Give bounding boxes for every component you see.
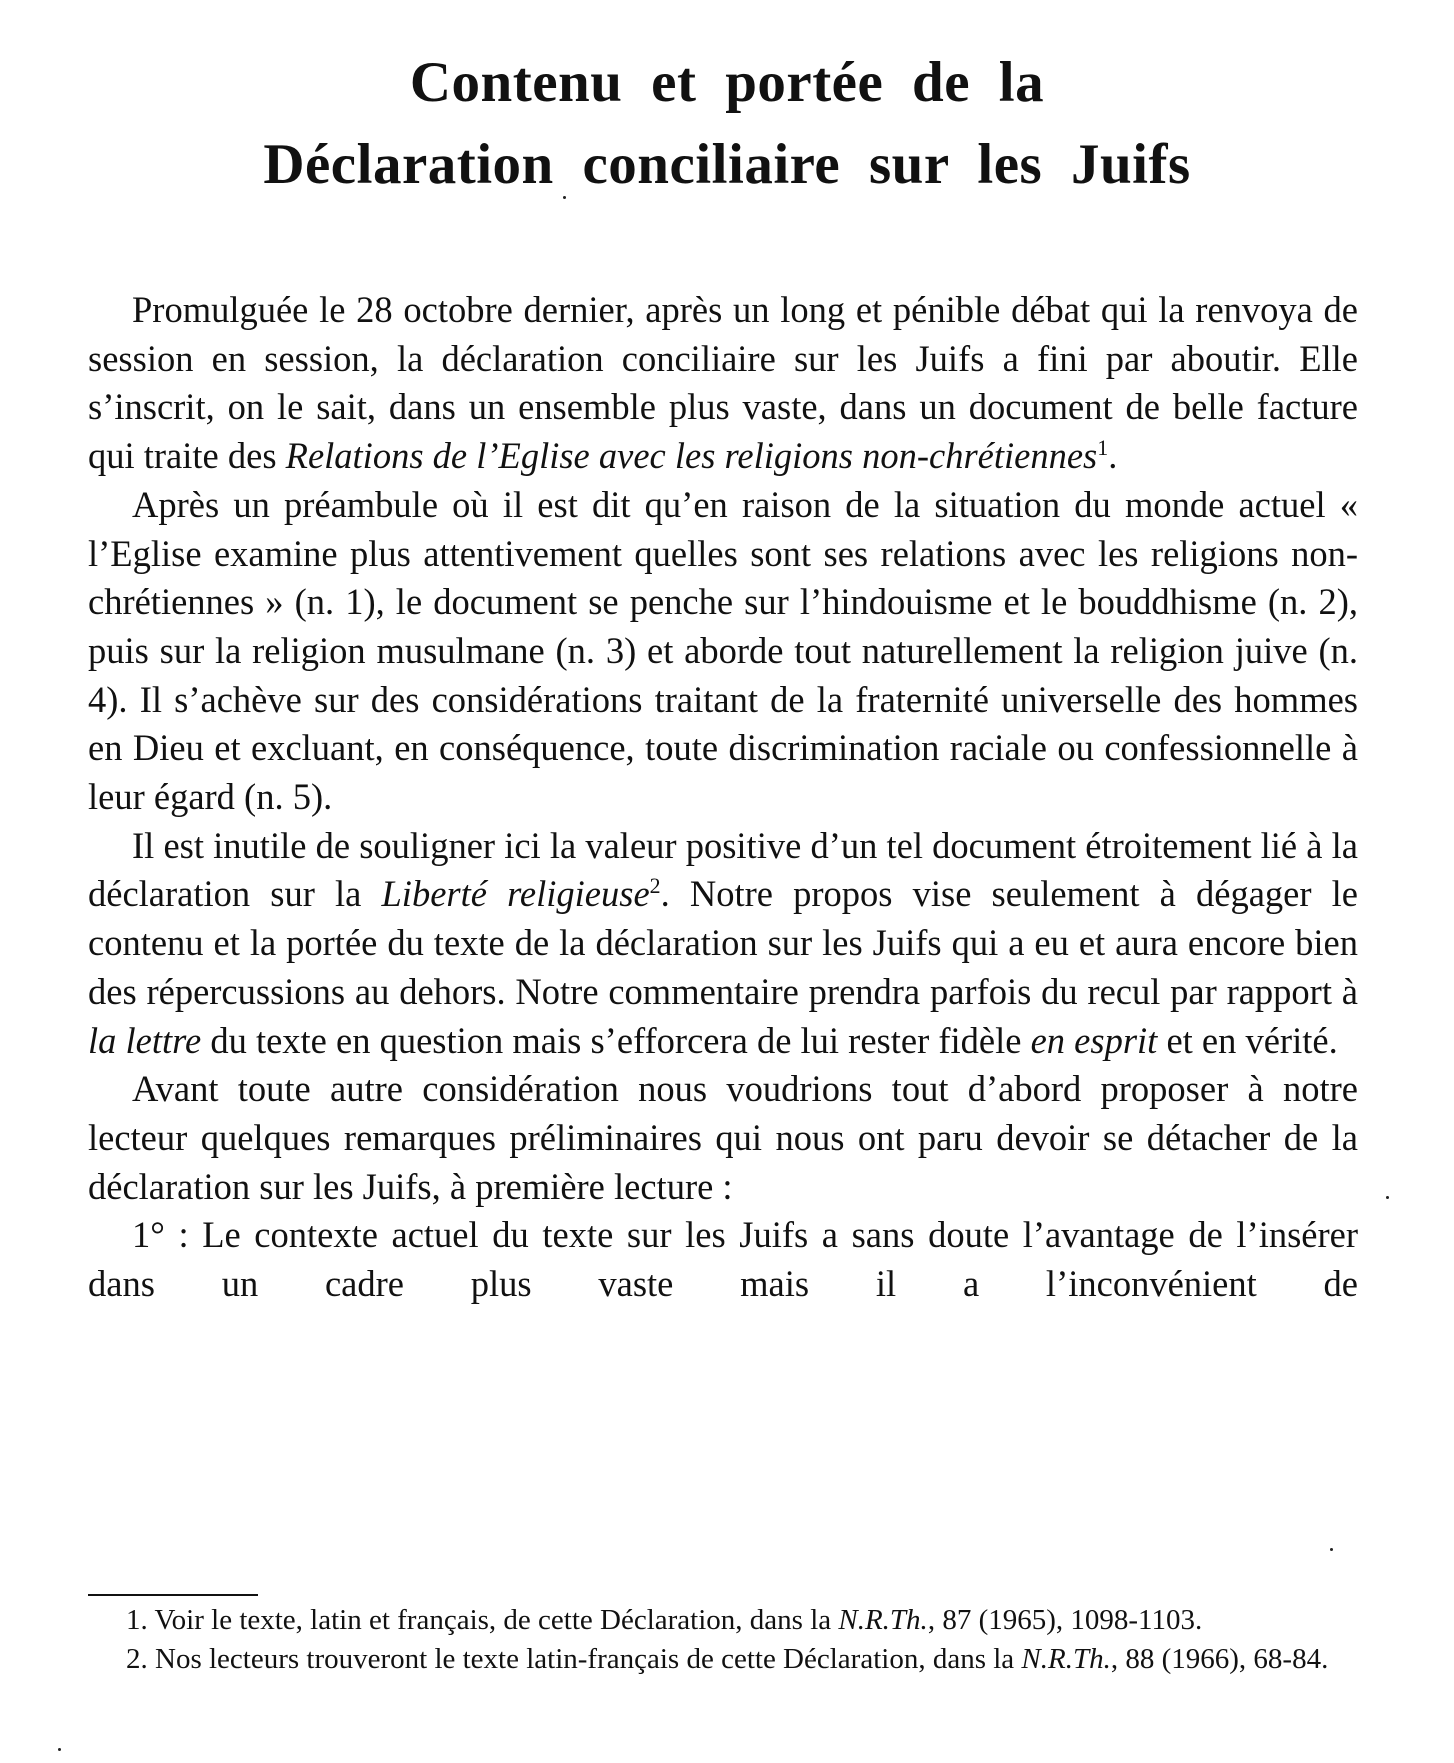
scan-speck (1386, 1196, 1389, 1199)
footnote-2-reference: , 88 (1966), 68-84. (1110, 1643, 1329, 1675)
paragraph-1 (88, 286, 1358, 481)
paragraph-1-line-4: plus vaste, dans un document de belle facture qui traite des (88, 386, 1358, 477)
footnote-2 (88, 1642, 1358, 1677)
paragraph-1-end: . (1108, 435, 1118, 477)
italic-liberte-religieuse: Liberté religieuse (381, 873, 650, 915)
paragraph-3-part-2: . Notre propos vise seulement à dégager le contenu et la portée du texte de la déclaration sur les Juifs qui a eu et aura encore bien des répercussions au dehors. Notre commentaire prendra parfois du recul par rapport à (88, 873, 1358, 1012)
footnote-1-text: 1. Voir le texte, latin et français, de cette Déclaration, dans la (126, 1604, 832, 1636)
scan-speck (58, 1748, 61, 1751)
italic-title-relations: Relations (285, 435, 424, 477)
paragraph-3-part-1: Il est inutile de souligner ici la valeur positive d’un tel document étroitement lié à la déclaration sur la (88, 824, 1358, 915)
paragraph-1-line-2: qui la renvoya de session en session, la déclaration conciliaire sur (88, 289, 1359, 379)
footnote-separator (88, 1594, 258, 1596)
paragraph-3-part-3: du texte en question mais s’efforcera de lui rester fidèle (210, 1019, 1022, 1061)
article-body (88, 286, 1358, 1309)
paragraph-3 (88, 822, 1358, 1066)
paragraph-2: Après un préambule où il est dit qu’en raison de la situation du monde actuel « l’Eglise examine plus attentivement quelles sont ses relations avec les religions non-chrétiennes » (n. 1), le document se penche sur l’hindouisme et le bouddhisme (n. 2), puis sur la religion musulmane (n. 3) et aborde tout naturellement la religion juive (n. 4). Il s’achève sur des considérations traitant de la fraternité universelle des hommes en Dieu et excluant, en conséquence, toute discrimination raciale ou confessionnelle à leur égard (n. 5). (88, 483, 1358, 818)
footnote-2-journal: N.R.Th. (1021, 1643, 1111, 1675)
footnote-1-reference: , 87 (1965), 1098-1103. (927, 1604, 1203, 1636)
footnote-ref-1[interactable]: 1 (1097, 434, 1109, 460)
italic-en-esprit: en esprit (1030, 1019, 1158, 1061)
footnote-1-journal: N.R.Th. (838, 1604, 928, 1636)
italic-la-lettre: la lettre (88, 1019, 202, 1061)
footnote-ref-2[interactable]: 2 (649, 873, 661, 899)
paragraph-3-part-4: et en vérité. (1166, 1019, 1338, 1061)
footnotes (88, 1603, 1358, 1681)
italic-title-religions: de l’Eglise avec les religions non-chrétiennes (432, 435, 1098, 477)
footnote-2-text: 2. Nos lecteurs trouveront le texte latin-français de cette Déclaration, dans la (126, 1643, 1015, 1675)
paragraph-4: Avant toute autre considération nous voudrions tout d’abord proposer à notre lecteur quelques remarques préliminaires qui nous ont paru devoir se détacher de la déclaration sur les Juifs, à première lecture : (88, 1068, 1358, 1207)
footnote-1 (88, 1603, 1358, 1638)
paragraph-1-line-1: Promulguée le 28 octobre dernier, après un long et pénible débat (132, 289, 1091, 330)
scan-speck (563, 196, 566, 199)
paragraph-1-line-3: les Juifs a fini par aboutir. Elle s’inscrit, on le sait, dans un ensemble (88, 337, 1358, 428)
article-title-line-2: Déclaration conciliaire sur les Juifs (263, 133, 1191, 196)
article-title (0, 42, 1454, 206)
article-title-line-1: Contenu et portée de la (409, 51, 1045, 114)
scan-speck (1330, 1548, 1333, 1551)
paragraph-5: 1° : Le contexte actuel du texte sur les Juifs a sans doute l’avantage de l’insérer dans un cadre plus vaste mais il a l’inconvénient de (88, 1214, 1358, 1305)
